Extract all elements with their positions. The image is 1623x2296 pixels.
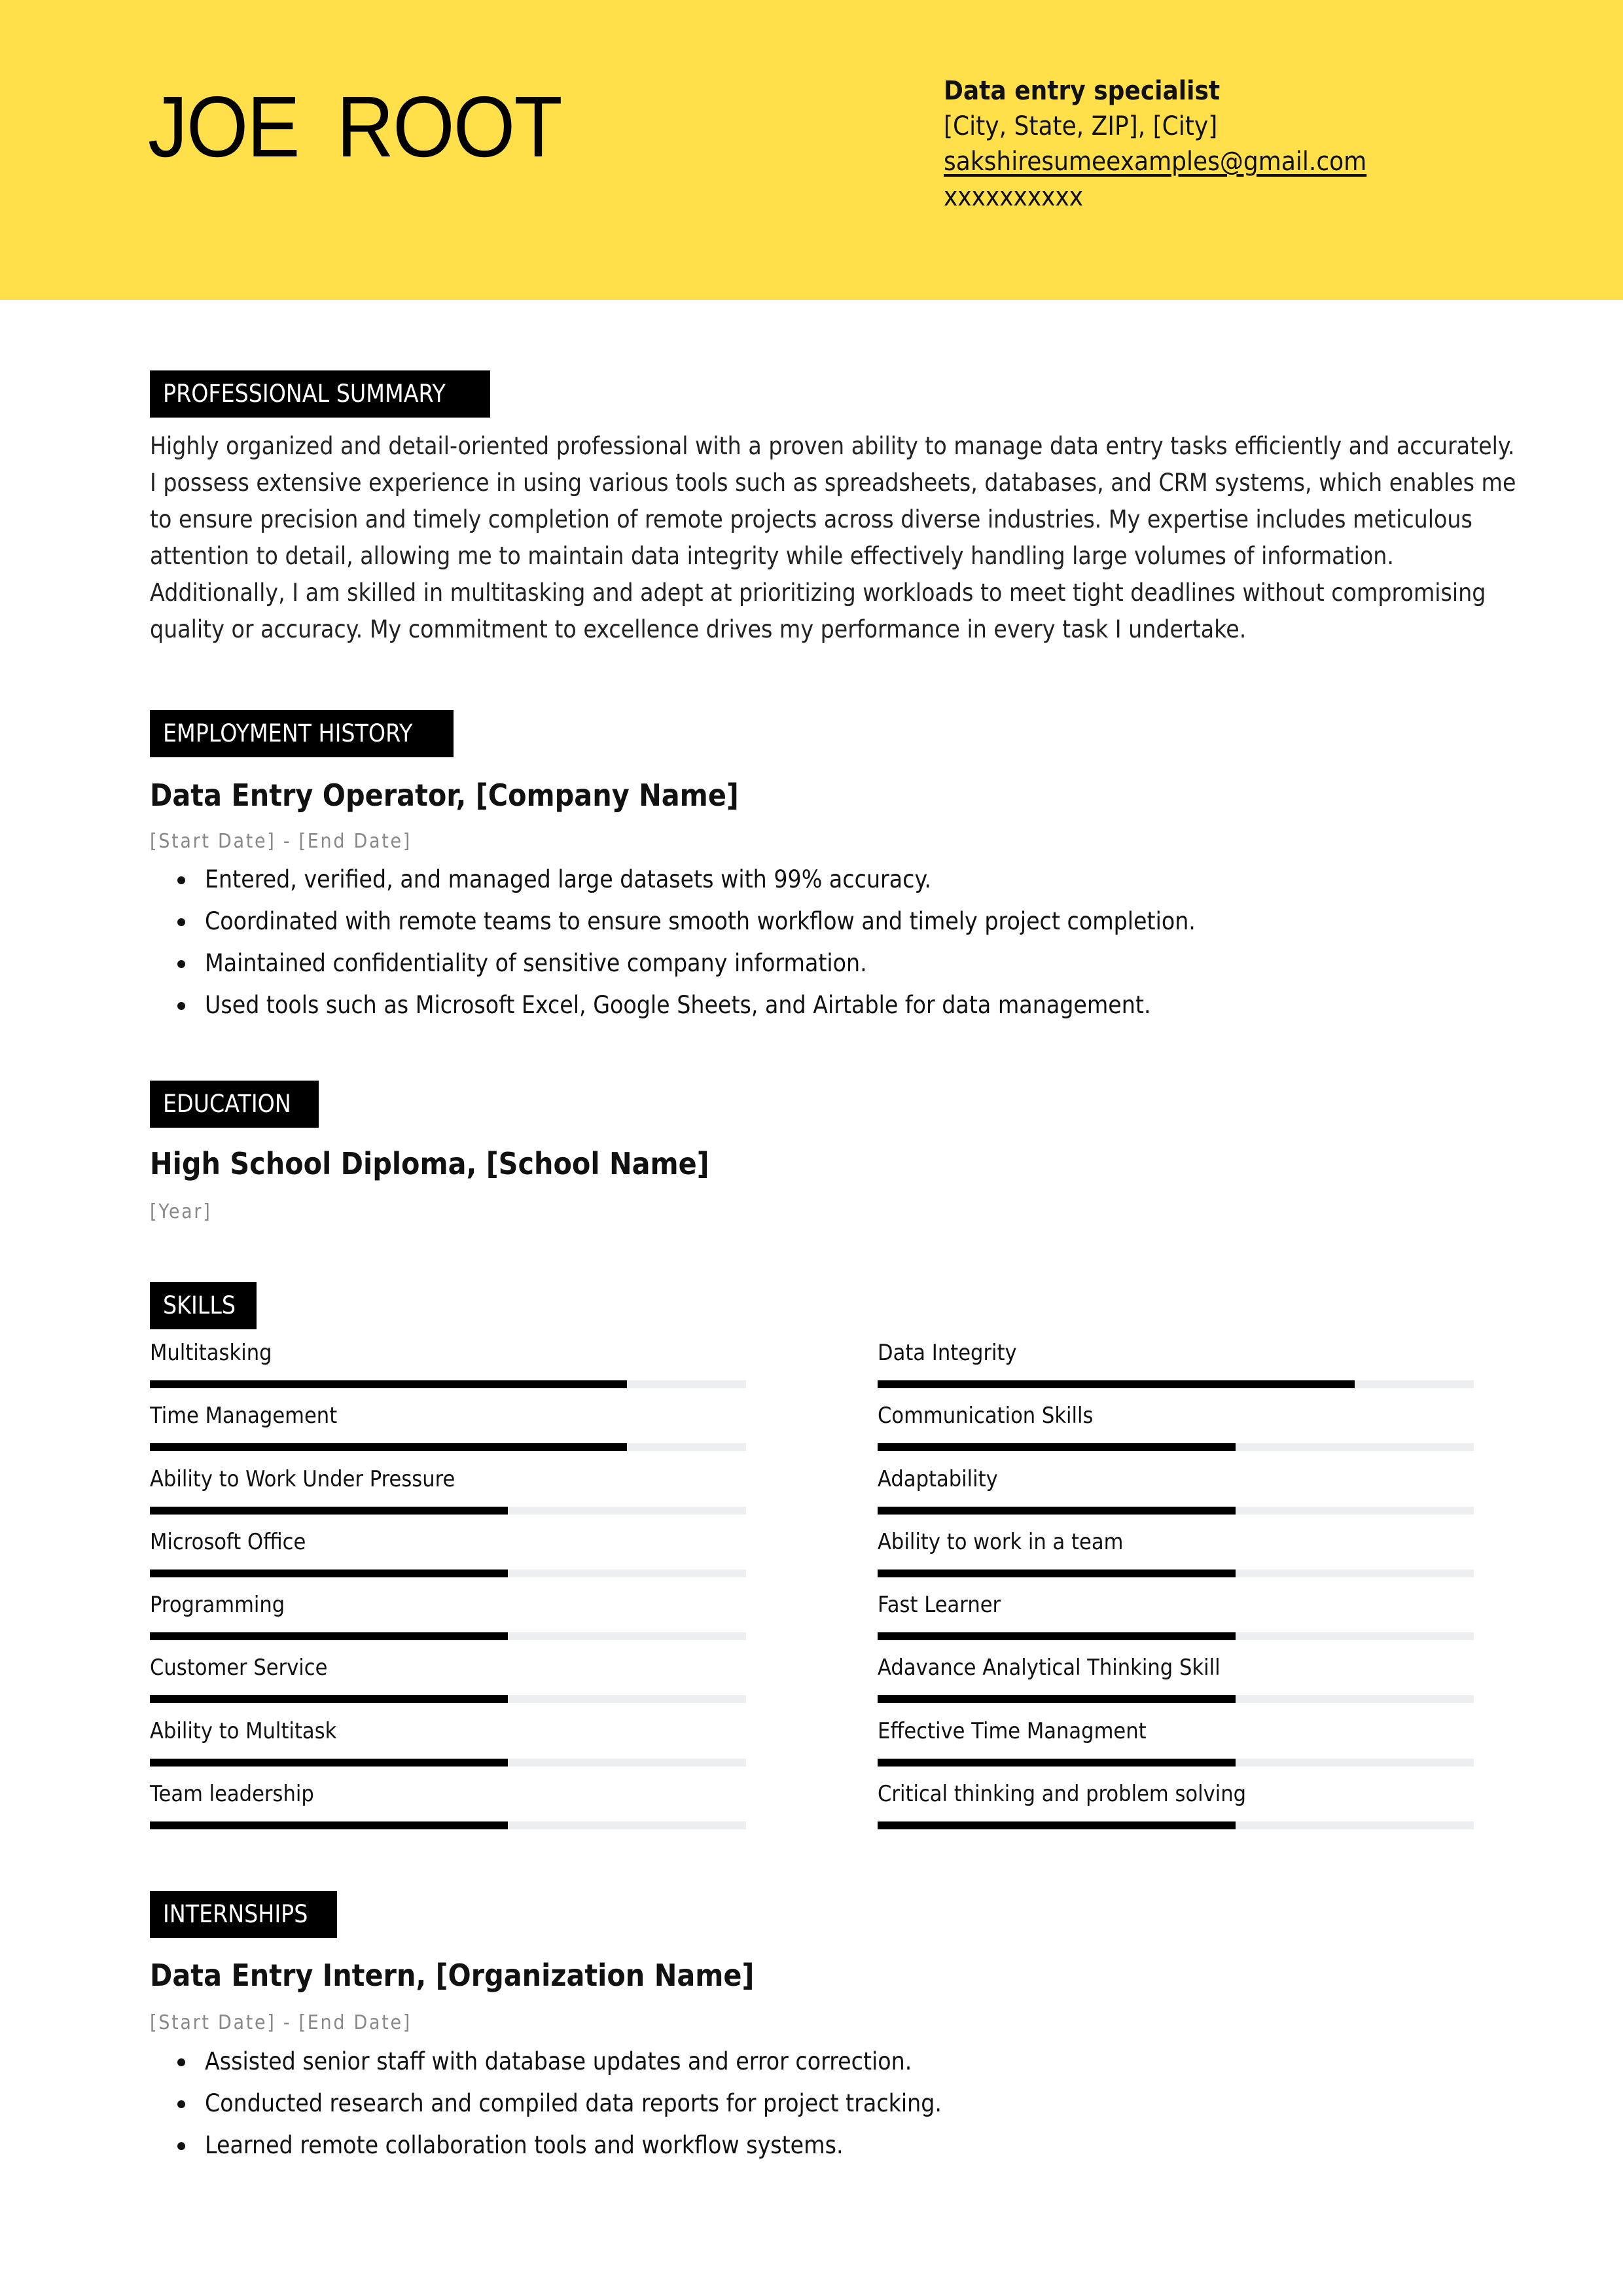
skill-level-track	[150, 1759, 746, 1767]
degree-title: High School Diploma, [School Name]	[150, 1146, 709, 1181]
skill-item	[878, 1713, 1474, 1776]
bullet-icon	[177, 876, 185, 884]
skill-item	[878, 1462, 1474, 1524]
skill-level-track	[150, 1695, 746, 1703]
skill-level-fill	[150, 1759, 508, 1767]
skill-item	[878, 1587, 1474, 1650]
skill-level-track	[878, 1821, 1474, 1829]
bullet-text: Assisted senior staff with database updates and error correction.	[205, 2047, 912, 2075]
skill-level-fill	[150, 1380, 627, 1388]
skill-level-track	[150, 1632, 746, 1640]
skill-level-fill	[878, 1443, 1236, 1451]
skill-label: Multitasking	[150, 1340, 272, 1366]
summary-line: I possess extensive experience in using various tools such as spreadsheets, databases, and CRM systems, which enables me	[150, 469, 1516, 497]
skill-level-fill	[150, 1632, 508, 1640]
skill-label: Team leadership	[150, 1781, 314, 1808]
internship-bullets	[150, 2041, 1024, 2166]
skill-level-track	[150, 1821, 746, 1829]
skill-level-track	[150, 1380, 746, 1388]
skill-level-track	[878, 1443, 1474, 1451]
bullet-text: Learned remote collaboration tools and workflow systems.	[205, 2131, 844, 2159]
email-link[interactable]: sakshiresumeexamples@gmail.com	[944, 147, 1367, 177]
job-role: Data entry specialist	[944, 76, 1221, 106]
section-heading-label: INTERNSHIPS	[163, 1900, 308, 1928]
skill-item	[150, 1398, 746, 1461]
skill-label: Effective Time Managment	[878, 1717, 1147, 1744]
section-heading-education	[150, 1081, 319, 1128]
section-heading-employment	[150, 710, 454, 757]
job-title: Data Entry Operator, [Company Name]	[150, 778, 739, 813]
list-item	[150, 859, 1306, 901]
skill-item	[878, 1776, 1474, 1839]
skill-label: Ability to Work Under Pressure	[150, 1465, 455, 1492]
skill-level-fill	[878, 1821, 1236, 1829]
bullet-icon	[177, 960, 185, 968]
skill-level-track	[878, 1380, 1474, 1388]
list-item	[150, 2083, 1024, 2125]
skill-item	[150, 1335, 746, 1398]
skill-label: Ability to work in a team	[878, 1528, 1124, 1555]
summary-line: Highly organized and detail-oriented professional with a proven ability to manage data entry tasks efficiently and accurately.	[150, 432, 1515, 460]
summary-line: Additionally, I am skilled in multitasking and adept at prioritizing workloads to meet tight deadlines without compromising	[150, 579, 1486, 607]
summary-line: to ensure precision and timely completion of remote projects across diverse industries. My expertise includes meticulous	[150, 505, 1472, 533]
skill-label: Customer Service	[150, 1655, 328, 1681]
bullet-text: Entered, verified, and managed large datasets with 99% accuracy.	[205, 865, 932, 893]
list-item	[150, 984, 1306, 1026]
skill-level-fill	[150, 1443, 627, 1451]
header-banner	[0, 0, 1623, 300]
skill-item	[878, 1524, 1474, 1587]
skill-level-track	[878, 1695, 1474, 1703]
skill-label: Adaptability	[878, 1465, 998, 1492]
bullet-icon	[177, 1002, 185, 1010]
skill-level-fill	[150, 1821, 508, 1829]
list-item	[150, 2041, 1024, 2083]
skill-item	[150, 1462, 746, 1524]
education-year: [Year]	[150, 1200, 212, 1223]
skill-level-fill	[878, 1632, 1236, 1640]
skill-item	[878, 1398, 1474, 1461]
skill-level-fill	[878, 1759, 1236, 1767]
skill-item	[150, 1776, 746, 1839]
summary-line: attention to detail, allowing me to maintain data integrity while effectively handling large volumes of information.	[150, 542, 1394, 570]
section-heading-label: SKILLS	[163, 1291, 236, 1319]
skill-label: Time Management	[150, 1403, 338, 1429]
skill-label: Critical thinking and problem solving	[878, 1781, 1247, 1808]
skill-item	[150, 1587, 746, 1650]
skill-level-fill	[878, 1695, 1236, 1703]
bullet-icon	[177, 2058, 185, 2066]
skill-level-track	[878, 1570, 1474, 1577]
skill-item	[150, 1713, 746, 1776]
skill-label: Microsoft Office	[150, 1528, 306, 1555]
skill-item	[878, 1650, 1474, 1713]
skill-level-fill	[878, 1570, 1236, 1577]
skill-label: Adavance Analytical Thinking Skill	[878, 1655, 1221, 1681]
skill-label: Ability to Multitask	[150, 1717, 337, 1744]
skill-level-fill	[150, 1507, 508, 1515]
skill-level-track	[878, 1507, 1474, 1515]
skill-level-fill	[150, 1695, 508, 1703]
summary-paragraph	[150, 428, 1516, 648]
section-heading-label: EDUCATION	[163, 1090, 291, 1118]
bullet-text: Coordinated with remote teams to ensure smooth workflow and timely project completion.	[205, 907, 1196, 935]
phone: xxxxxxxxxx	[944, 182, 1084, 212]
candidate-name: JOE ROOT	[148, 79, 562, 175]
internship-title: Data Entry Intern, [Organization Name]	[150, 1958, 755, 1993]
skill-level-fill	[878, 1380, 1355, 1388]
skills-column-left	[150, 1335, 746, 1839]
contact-block	[944, 73, 1533, 215]
bullet-icon	[177, 2142, 185, 2150]
bullet-icon	[177, 918, 185, 926]
list-item	[150, 2125, 1024, 2166]
list-item	[150, 901, 1306, 942]
skills-column-right	[878, 1335, 1474, 1839]
section-heading-summary	[150, 370, 490, 418]
skill-level-fill	[150, 1570, 508, 1577]
bullet-text: Conducted research and compiled data reports for project tracking.	[205, 2089, 942, 2117]
skill-level-track	[878, 1759, 1474, 1767]
location: [City, State, ZIP], [City]	[944, 111, 1218, 141]
section-heading-internships	[150, 1891, 337, 1938]
skill-label: Fast Learner	[878, 1592, 1001, 1619]
list-item	[150, 942, 1306, 984]
skill-item	[150, 1650, 746, 1713]
bullet-text: Maintained confidentiality of sensitive company information.	[205, 949, 867, 977]
skill-label: Programming	[150, 1592, 285, 1619]
skill-item	[150, 1524, 746, 1587]
skill-level-track	[150, 1443, 746, 1451]
skill-item	[878, 1335, 1474, 1398]
section-heading-skills	[150, 1282, 257, 1329]
skill-label: Data Integrity	[878, 1340, 1017, 1366]
summary-line: quality or accuracy. My commitment to excellence drives my performance in every task I undertake.	[150, 615, 1247, 643]
skill-level-track	[150, 1570, 746, 1577]
section-heading-label: PROFESSIONAL SUMMARY	[163, 380, 446, 408]
bullet-icon	[177, 2100, 185, 2108]
skill-label: Communication Skills	[878, 1403, 1094, 1429]
bullet-text: Used tools such as Microsoft Excel, Google Sheets, and Airtable for data management.	[205, 991, 1151, 1019]
section-heading-label: EMPLOYMENT HISTORY	[163, 719, 413, 747]
job-dates: [Start Date] - [End Date]	[150, 830, 412, 853]
skill-level-track	[150, 1507, 746, 1515]
skill-level-track	[878, 1632, 1474, 1640]
job-bullets	[150, 859, 1306, 1026]
skill-level-fill	[878, 1507, 1236, 1515]
internship-dates: [Start Date] - [End Date]	[150, 2011, 412, 2034]
